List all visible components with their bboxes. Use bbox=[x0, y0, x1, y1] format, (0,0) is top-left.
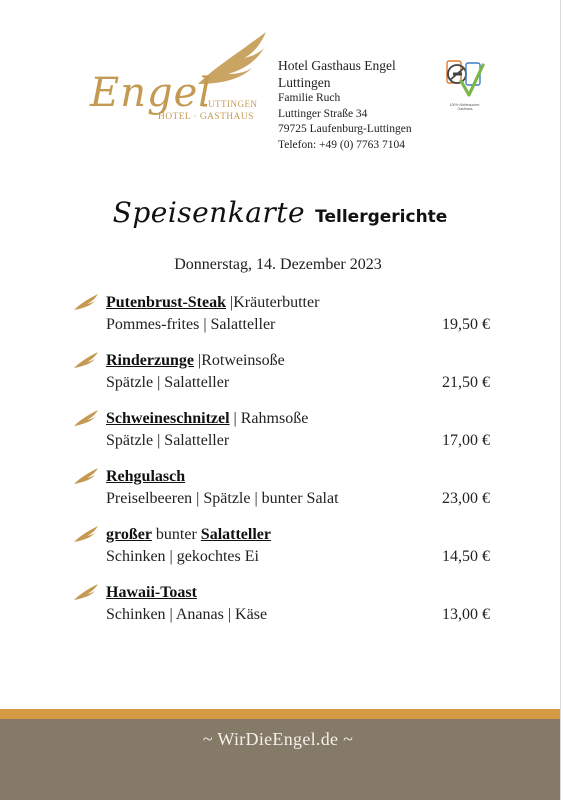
dish-name-part1: großer bbox=[106, 526, 152, 543]
dish-sides: Preiselbeeren | Spätzle | bunter Salat bbox=[106, 490, 339, 507]
dish-sides: Schinken | gekochtes Ei bbox=[106, 548, 259, 565]
hotel-phone: Telefon: +49 (0) 7763 7104 bbox=[278, 138, 406, 151]
footer-website[interactable]: ~ WirDieEngel.de ~ bbox=[202, 729, 354, 749]
feather-icon bbox=[72, 466, 100, 486]
menu-item bbox=[72, 524, 492, 582]
hotel-town: Luttingen bbox=[278, 75, 331, 90]
menu-item bbox=[72, 408, 492, 466]
hotel-logo bbox=[84, 28, 274, 138]
footer-accent-line bbox=[0, 709, 560, 719]
non-smoking-badge bbox=[445, 57, 485, 115]
hotel-family: Familie Ruch bbox=[278, 92, 341, 104]
menu-item bbox=[72, 350, 492, 408]
no-smoking-check-icon bbox=[445, 57, 485, 101]
address-block bbox=[278, 57, 448, 153]
dish-name: Schweineschnitzel bbox=[106, 410, 230, 427]
hotel-name: Hotel Gasthaus Engel bbox=[278, 58, 396, 73]
menu-date: Donnerstag, 14. Dezember 2023 bbox=[174, 256, 382, 273]
menu-item bbox=[72, 466, 492, 524]
dish-name: Hawaii-Toast bbox=[106, 584, 197, 601]
dish-price: 19,50 € bbox=[442, 316, 490, 333]
feather-icon bbox=[72, 524, 100, 544]
dish-price: 13,00 € bbox=[442, 606, 490, 623]
menu-list bbox=[72, 292, 492, 640]
dish-price: 17,00 € bbox=[442, 432, 490, 449]
dish-extra: |Kräuterbutter bbox=[226, 294, 320, 311]
logo-wordmark: Engel bbox=[90, 70, 213, 116]
menu-item bbox=[72, 582, 492, 640]
title-subtitle: Tellergerichte bbox=[315, 207, 448, 227]
dish-sides: Spätzle | Salatteller bbox=[106, 432, 230, 449]
dish-sides: Spätzle | Salatteller bbox=[106, 374, 230, 391]
feather-icon bbox=[72, 582, 100, 602]
feather-icon bbox=[72, 350, 100, 370]
badge-text: 100% Nichtraucher-Gasthaus bbox=[449, 103, 481, 111]
dish-price: 14,50 € bbox=[442, 548, 490, 565]
dish-name-middle: bunter bbox=[151, 526, 201, 543]
dish-extra: | Rahmsoße bbox=[229, 410, 309, 427]
hotel-city: 79725 Laufenburg-Luttingen bbox=[278, 123, 412, 135]
feather-icon bbox=[72, 292, 100, 312]
feather-icon bbox=[72, 408, 100, 428]
title-script: Speisenkarte bbox=[112, 196, 306, 229]
dish-name: Rinderzunge bbox=[106, 352, 194, 369]
menu-title bbox=[0, 196, 560, 229]
dish-sides: Schinken | Ananas | Käse bbox=[106, 606, 268, 623]
dish-name-part2: Salatteller bbox=[200, 526, 271, 543]
dish-price: 23,00 € bbox=[442, 490, 490, 507]
dish-sides: Pommes-frites | Salatteller bbox=[106, 316, 276, 333]
menu-item bbox=[72, 292, 492, 350]
dish-name: Putenbrust-Steak bbox=[106, 294, 227, 311]
logo-location: LUTTINGEN bbox=[202, 99, 258, 109]
dish-name: Rehgulasch bbox=[106, 468, 186, 485]
hotel-street: Luttinger Straße 34 bbox=[278, 107, 368, 120]
logo-subtitle: HOTEL · GASTHAUS bbox=[158, 112, 254, 122]
dish-extra: |Rotweinsoße bbox=[194, 352, 285, 369]
dish-price: 21,50 € bbox=[442, 374, 490, 391]
